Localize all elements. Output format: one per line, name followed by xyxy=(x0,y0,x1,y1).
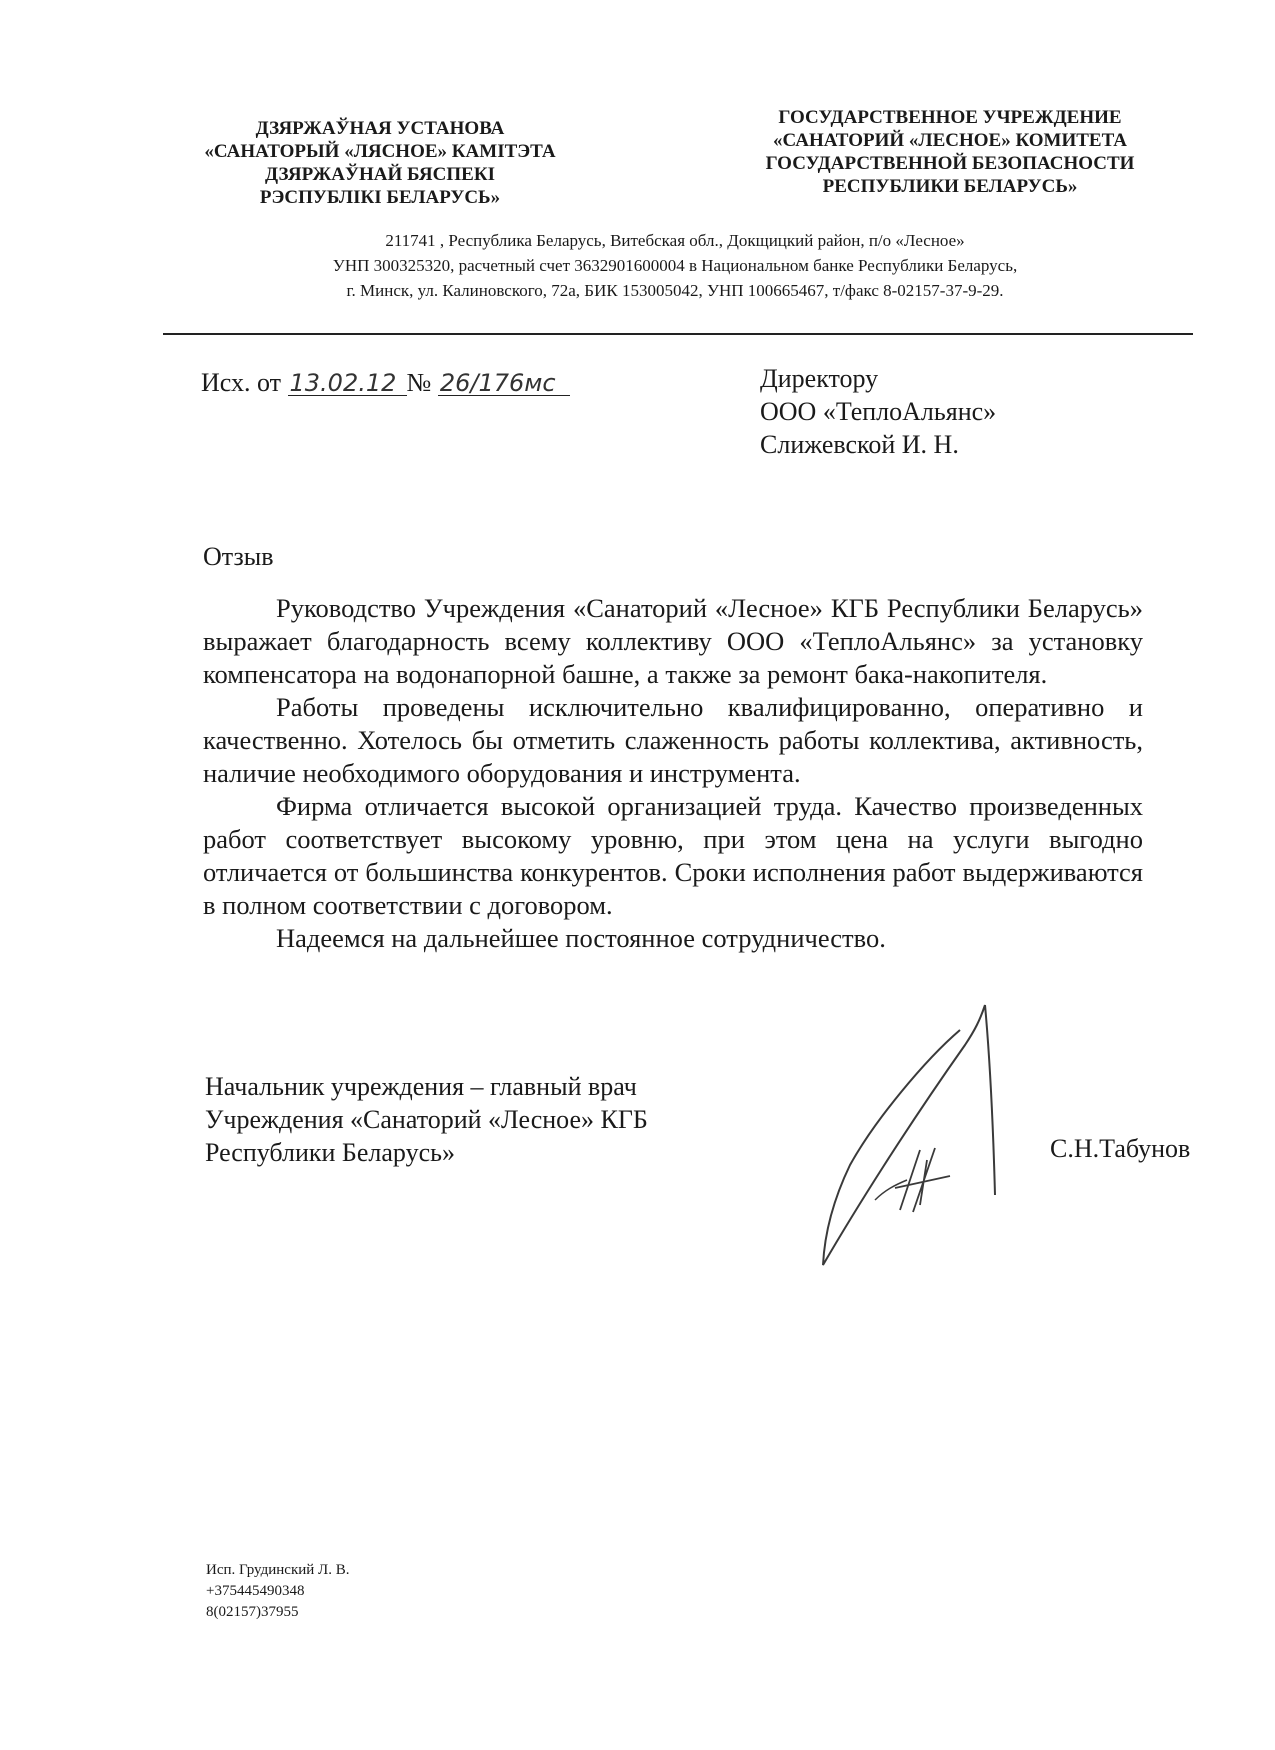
executor-phone: 8(02157)37955 xyxy=(206,1604,299,1620)
handwritten-signature xyxy=(815,1000,1015,1275)
header-russian xyxy=(730,106,1170,198)
outgoing-reference xyxy=(201,368,570,398)
header-line: РЕСПУБЛИКИ БЕЛАРУСЬ» xyxy=(822,176,1078,197)
address-line: 211741 , Республика Беларусь, Витебская обл., Докщицкий район, п/о «Лесное» xyxy=(385,231,965,250)
header-line: ДЗЯРЖАЎНАЯ УСТАНОВА xyxy=(255,118,505,139)
signer-name: С.Н.Табунов xyxy=(1050,1134,1191,1163)
signature-title-line: Начальник учреждения – главный врач xyxy=(205,1072,637,1101)
signature-title-line: Учреждения «Санаторий «Лесное» КГБ xyxy=(205,1105,648,1134)
outgoing-number: 26/176мс xyxy=(438,371,570,396)
body-paragraph: Фирма отличается высокой организацией труда. Качество произведенных работ соответствует высокому уровню, при этом цена на услуги выгодно отличается от большинства конкурентов. Сроки исполнения работ выдерживаются в полном соответствии с договором. xyxy=(203,791,1143,920)
outgoing-prefix: Исх. от xyxy=(201,368,281,397)
header-line: РЭСПУБЛІКІ БЕЛАРУСЬ» xyxy=(259,187,501,208)
signature-title-line: Республики Беларусь» xyxy=(205,1138,455,1167)
header-belarusian xyxy=(185,117,575,209)
outgoing-date: 13.02.12 xyxy=(288,371,407,396)
signature-title xyxy=(205,1070,648,1169)
header-line: «САНАТОРЫЙ «ЛЯСНОЕ» КАМІТЭТА xyxy=(204,141,556,162)
body-paragraph: Руководство Учреждения «Санаторий «Лесное» КГБ Республики Беларусь» выражает благодарность всему коллективу ООО «ТеплоАльянс» за установку компенсатора на водонапорной башне, а также за ремонт бака-накопителя. xyxy=(203,593,1143,689)
addressee-line: ООО «ТеплоАльянс» xyxy=(760,397,997,426)
body-paragraph: Работы проведены исключительно квалифицированно, оперативно и качественно. Хотелось бы отметить слаженность работы коллектива, активность, наличие необходимого оборудования и инструмента. xyxy=(203,692,1143,788)
address-line: УНП 300325320, расчетный счет 3632901600004 в Национальном банке Республики Беларусь, xyxy=(332,256,1018,275)
header-line: ДЗЯРЖАЎНАЙ БЯСПЕКІ xyxy=(265,164,495,185)
letter-subject: Отзыв xyxy=(203,542,274,571)
organization-address xyxy=(235,228,1115,303)
number-sign: № xyxy=(406,368,432,397)
executor-phone: +375445490348 xyxy=(206,1583,305,1599)
address-line: г. Минск, ул. Калиновского, 72а, БИК 153005042, УНП 100665467, т/факс 8-02157-37-9-29. xyxy=(346,281,1004,300)
addressee-block xyxy=(760,362,996,461)
addressee-line: Директору xyxy=(760,364,879,393)
header-divider xyxy=(163,333,1193,335)
body-paragraph: Надеемся на дальнейшее постоянное сотрудничество. xyxy=(276,923,886,953)
executor-info xyxy=(206,1560,349,1623)
header-line: ГОСУДАРСТВЕННОЙ БЕЗОПАСНОСТИ xyxy=(765,153,1135,174)
letter-body xyxy=(203,592,1143,955)
executor-name: Исп. Грудинский Л. В. xyxy=(206,1562,350,1578)
header-line: ГОСУДАРСТВЕННОЕ УЧРЕЖДЕНИЕ xyxy=(778,107,1122,128)
header-line: «САНАТОРИЙ «ЛЕСНОЕ» КОМИТЕТА xyxy=(772,130,1128,151)
addressee-line: Слижевской И. Н. xyxy=(760,430,959,459)
